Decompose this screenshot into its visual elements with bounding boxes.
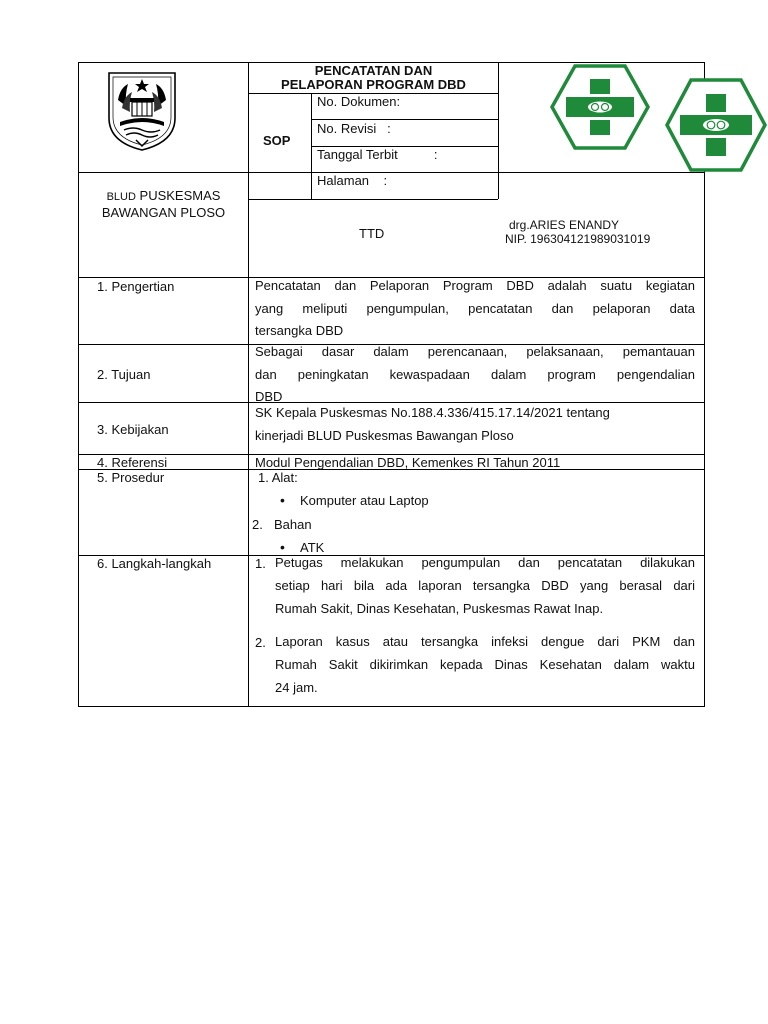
langkah-step-2-line-2: Rumah Sakit dikirimkan kepada Dinas Kesehatan dalam waktu	[275, 657, 695, 672]
title-line-1: PENCATATAN DAN	[314, 63, 433, 78]
puskesmas-logo	[550, 63, 650, 151]
kebijakan-line-2: kinerjadi BLUD Puskesmas Bawangan Ploso	[255, 428, 514, 443]
langkah-step-2-line-1: Laporan kasus atau tersangka infeksi dengue dari PKM dan	[275, 634, 695, 649]
org-name-line1: PUSKESMAS	[135, 188, 221, 203]
field-halaman: Halaman :	[317, 173, 388, 188]
langkah-step-1-line-1: Petugas melakukan pengumpulan dan pencatatan dilakukan	[275, 555, 695, 570]
langkah-step-1-line-2: setiap hari bila ada laporan tersangka DBD yang berasal dari	[275, 578, 695, 593]
field-tanggal-terbit: Tanggal Terbit :	[317, 147, 438, 162]
langkah-step-2-line-3: 24 jam.	[275, 680, 318, 695]
prosedur-item-2-bullet: ATK	[300, 540, 325, 555]
langkah-step-2-number: 2.	[255, 635, 266, 650]
langkah-step-1-number: 1.	[255, 556, 266, 571]
bullet-icon: •	[280, 492, 285, 508]
section-label-referensi: 4. Referensi	[97, 455, 168, 470]
referensi-text: Modul Pengendalian DBD, Kemenkes RI Tahun 2011	[255, 455, 561, 470]
pengertian-line-1: Pencatatan dan Pelaporan Program DBD adalah suatu kegiatan	[255, 278, 695, 293]
kebijakan-line-1: SK Kepala Puskesmas No.188.4.336/415.17.14/2021 tentang	[255, 405, 610, 420]
prosedur-item-2-number: 2.	[252, 517, 263, 532]
tujuan-line-3: DBD	[255, 389, 283, 404]
pengertian-line-2: yang meliputi pengumpulan, pencatatan dan pelaporan data	[255, 301, 695, 316]
section-label-langkah: 6. Langkah-langkah	[97, 556, 212, 571]
signer-nip: NIP. 196304121989031019	[505, 232, 651, 246]
ttd-label: TTD	[359, 226, 385, 241]
pengertian-line-3: tersangka DBD	[255, 323, 344, 338]
section-label-prosedur: 5. Prosedur	[97, 470, 165, 485]
signer-name: drg.ARIES ENANDY	[509, 218, 620, 232]
organization-name	[79, 188, 248, 220]
prosedur-item-1: 1. Alat:	[258, 470, 298, 485]
field-no-dokumen: No. Dokumen:	[317, 94, 401, 109]
tujuan-line-1: Sebagai dasar dalam perencanaan, pelaksanaan, pemantauan	[255, 344, 695, 359]
sop-label: SOP	[263, 133, 291, 148]
bullet-icon: •	[280, 539, 285, 555]
prosedur-item-1-bullet: Komputer atau Laptop	[300, 493, 429, 508]
section-label-tujuan: 2. Tujuan	[97, 367, 151, 382]
field-no-revisi: No. Revisi :	[317, 121, 391, 136]
langkah-step-1-line-3: Rumah Sakit, Dinas Kesehatan, Puskesmas Rawat Inap.	[275, 601, 604, 616]
puskesmas-logo	[664, 77, 768, 173]
org-name-line2: BAWANGAN PLOSO	[101, 205, 226, 220]
document-title	[249, 64, 498, 92]
org-prefix: BLUD	[106, 191, 136, 203]
prosedur-item-2: Bahan	[274, 517, 312, 532]
section-label-pengertian: 1. Pengertian	[97, 279, 175, 294]
regional-emblem-logo	[106, 70, 178, 152]
title-line-2: PELAPORAN PROGRAM DBD	[281, 77, 466, 92]
section-label-kebijakan: 3. Kebijakan	[97, 422, 169, 437]
tujuan-line-2: dan peningkatan kewaspadaan dalam program pengendalian	[255, 367, 695, 382]
